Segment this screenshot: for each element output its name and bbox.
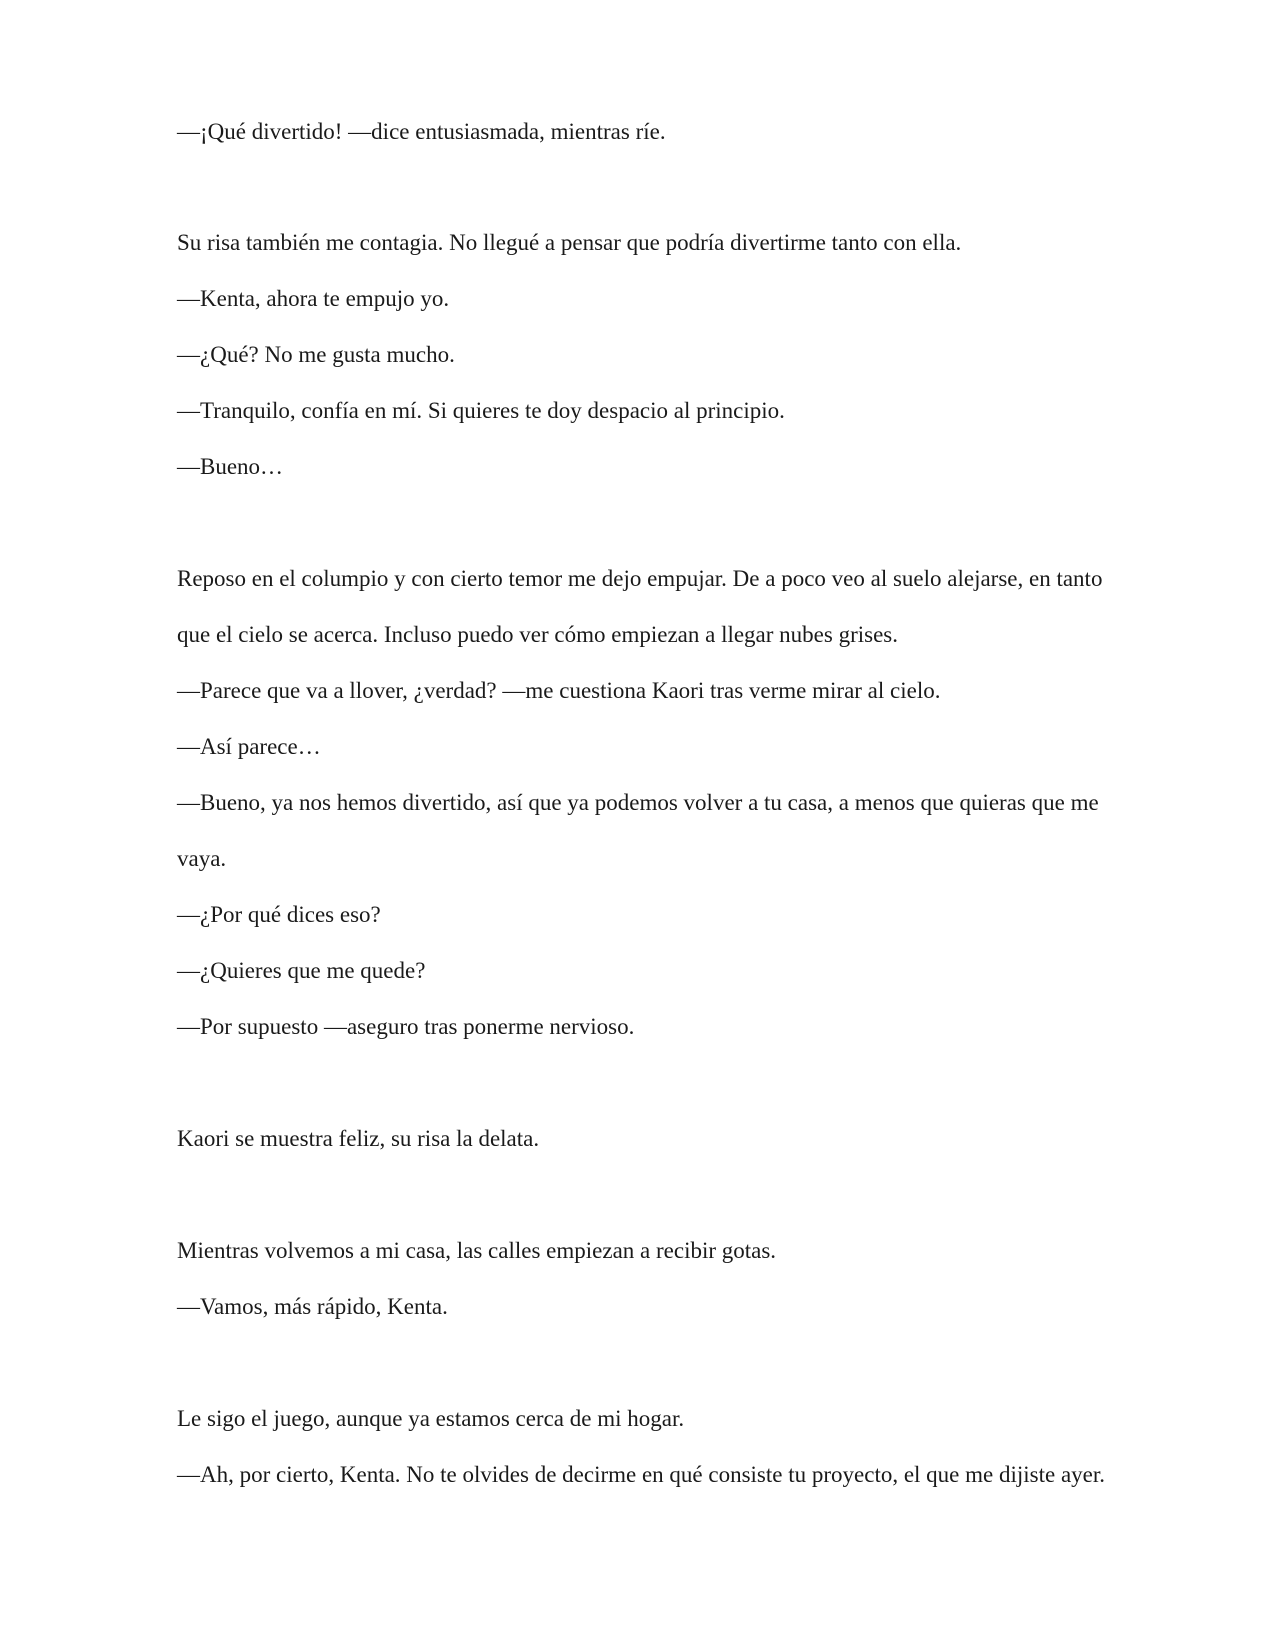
- text-line: —¿Qué? No me gusta mucho.: [177, 342, 455, 367]
- text-line: Le sigo el juego, aunque ya estamos cerca de mi hogar.: [177, 1406, 685, 1431]
- text-line: —¡Qué divertido! —dice entusiasmada, mientras ríe.: [177, 119, 666, 144]
- text-line: Kaori se muestra feliz, su risa la delata.: [177, 1126, 540, 1151]
- text-line: vaya.: [177, 846, 227, 871]
- text-line: —Tranquilo, confía en mí. Si quieres te doy despacio al principio.: [177, 398, 785, 423]
- text-line: —Parece que va a llover, ¿verdad? —me cuestiona Kaori tras verme mirar al cielo.: [177, 678, 941, 703]
- text-line: —Bueno…: [177, 454, 284, 479]
- text-line: —¿Quieres que me quede?: [177, 958, 426, 983]
- text-line: —Kenta, ahora te empujo yo.: [177, 286, 450, 311]
- text-line: —¿Por qué dices eso?: [177, 902, 381, 927]
- text-line: —Vamos, más rápido, Kenta.: [177, 1294, 448, 1319]
- text-line: —Ah, por cierto, Kenta. No te olvides de decirme en qué consiste tu proyecto, el que me dijiste ayer.: [177, 1462, 1106, 1487]
- text-line: —Bueno, ya nos hemos divertido, así que ya podemos volver a tu casa, a menos que quieras que me: [177, 790, 1099, 815]
- text-line: —Así parece…: [177, 734, 321, 759]
- text-line: Reposo en el columpio y con cierto temor me dejo empujar. De a poco veo al suelo alejarse, en tanto: [177, 566, 1103, 591]
- text-line: Mientras volvemos a mi casa, las calles empiezan a recibir gotas.: [177, 1238, 777, 1263]
- text-line: Su risa también me contagia. No llegué a pensar que podría divertirme tanto con ella.: [177, 230, 962, 255]
- text-line: que el cielo se acerca. Incluso puedo ver cómo empiezan a llegar nubes grises.: [177, 622, 898, 647]
- text-line: —Por supuesto —aseguro tras ponerme nervioso.: [177, 1014, 635, 1039]
